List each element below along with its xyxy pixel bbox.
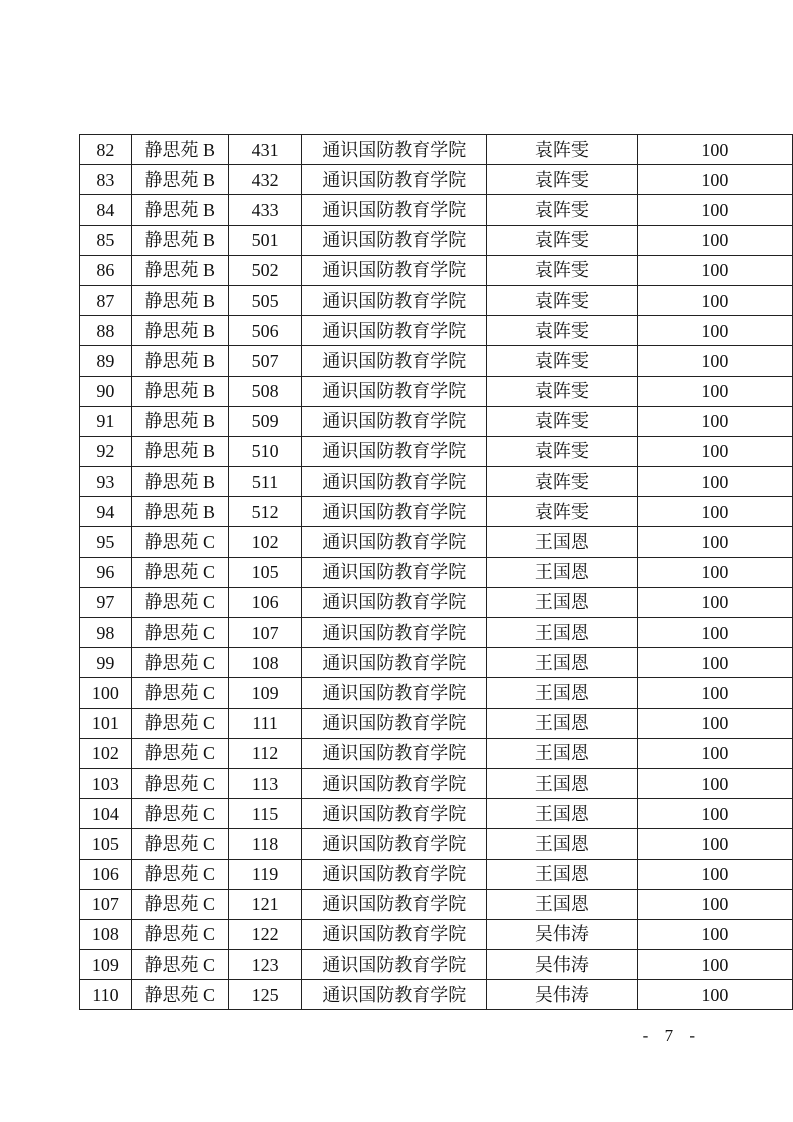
cell-score: 100	[637, 618, 792, 648]
cell-building: 静思苑 C	[131, 829, 228, 859]
cell-inspector: 王国恩	[487, 527, 637, 557]
cell-score: 100	[637, 346, 792, 376]
cell-score: 100	[637, 980, 792, 1010]
cell-room: 433	[228, 195, 302, 225]
cell-score: 100	[637, 708, 792, 738]
cell-index: 101	[80, 708, 132, 738]
cell-score: 100	[637, 678, 792, 708]
cell-room: 102	[228, 527, 302, 557]
cell-score: 100	[637, 799, 792, 829]
cell-index: 93	[80, 467, 132, 497]
cell-college: 通识国防教育学院	[302, 376, 487, 406]
cell-room: 109	[228, 678, 302, 708]
cell-college: 通识国防教育学院	[302, 678, 487, 708]
cell-building: 静思苑 C	[131, 527, 228, 557]
cell-inspector: 王国恩	[487, 768, 637, 798]
cell-inspector: 王国恩	[487, 859, 637, 889]
cell-inspector: 王国恩	[487, 889, 637, 919]
cell-score: 100	[637, 316, 792, 346]
cell-room: 113	[228, 768, 302, 798]
table-row	[80, 587, 793, 617]
cell-room: 115	[228, 799, 302, 829]
table-row	[80, 648, 793, 678]
cell-building: 静思苑 B	[131, 316, 228, 346]
cell-college: 通识国防教育学院	[302, 346, 487, 376]
cell-college: 通识国防教育学院	[302, 225, 487, 255]
cell-room: 125	[228, 980, 302, 1010]
cell-college: 通识国防教育学院	[302, 587, 487, 617]
cell-score: 100	[637, 889, 792, 919]
table-row	[80, 467, 793, 497]
cell-college: 通识国防教育学院	[302, 919, 487, 949]
cell-inspector: 王国恩	[487, 618, 637, 648]
cell-score: 100	[637, 738, 792, 768]
cell-building: 静思苑 B	[131, 346, 228, 376]
cell-building: 静思苑 C	[131, 708, 228, 738]
page-number: - 7 -	[642, 1026, 701, 1045]
cell-room: 107	[228, 618, 302, 648]
cell-index: 89	[80, 346, 132, 376]
cell-college: 通识国防教育学院	[302, 497, 487, 527]
cell-inspector: 袁阵雯	[487, 406, 637, 436]
cell-score: 100	[637, 557, 792, 587]
cell-index: 102	[80, 738, 132, 768]
cell-building: 静思苑 B	[131, 285, 228, 315]
cell-index: 82	[80, 135, 132, 165]
cell-index: 92	[80, 436, 132, 466]
cell-building: 静思苑 B	[131, 255, 228, 285]
cell-building: 静思苑 C	[131, 889, 228, 919]
cell-building: 静思苑 C	[131, 919, 228, 949]
cell-building: 静思苑 B	[131, 436, 228, 466]
cell-building: 静思苑 C	[131, 587, 228, 617]
cell-index: 86	[80, 255, 132, 285]
cell-score: 100	[637, 195, 792, 225]
cell-building: 静思苑 B	[131, 497, 228, 527]
cell-inspector: 吴伟涛	[487, 950, 637, 980]
cell-building: 静思苑 B	[131, 195, 228, 225]
cell-inspector: 袁阵雯	[487, 376, 637, 406]
table-row	[80, 859, 793, 889]
table-row	[80, 799, 793, 829]
cell-college: 通识国防教育学院	[302, 165, 487, 195]
cell-inspector: 袁阵雯	[487, 285, 637, 315]
cell-building: 静思苑 C	[131, 799, 228, 829]
cell-inspector: 王国恩	[487, 738, 637, 768]
cell-building: 静思苑 B	[131, 376, 228, 406]
cell-college: 通识国防教育学院	[302, 618, 487, 648]
cell-score: 100	[637, 768, 792, 798]
cell-inspector: 王国恩	[487, 587, 637, 617]
cell-score: 100	[637, 376, 792, 406]
cell-building: 静思苑 C	[131, 557, 228, 587]
cell-room: 106	[228, 587, 302, 617]
cell-room: 511	[228, 467, 302, 497]
cell-room: 501	[228, 225, 302, 255]
cell-score: 100	[637, 919, 792, 949]
table-row	[80, 195, 793, 225]
cell-room: 512	[228, 497, 302, 527]
table-row	[80, 135, 793, 165]
cell-building: 静思苑 C	[131, 618, 228, 648]
cell-college: 通识国防教育学院	[302, 829, 487, 859]
cell-index: 103	[80, 768, 132, 798]
table-row	[80, 678, 793, 708]
cell-college: 通识国防教育学院	[302, 195, 487, 225]
cell-inspector: 袁阵雯	[487, 467, 637, 497]
cell-index: 85	[80, 225, 132, 255]
table-row	[80, 829, 793, 859]
cell-score: 100	[637, 527, 792, 557]
cell-index: 95	[80, 527, 132, 557]
cell-index: 97	[80, 587, 132, 617]
table-row	[80, 889, 793, 919]
table-row	[80, 406, 793, 436]
cell-building: 静思苑 C	[131, 950, 228, 980]
inspection-table	[79, 134, 793, 1010]
cell-index: 84	[80, 195, 132, 225]
cell-score: 100	[637, 436, 792, 466]
table-row	[80, 316, 793, 346]
table-row	[80, 980, 793, 1010]
cell-inspector: 袁阵雯	[487, 225, 637, 255]
cell-index: 96	[80, 557, 132, 587]
table-row	[80, 950, 793, 980]
cell-inspector: 王国恩	[487, 678, 637, 708]
cell-index: 110	[80, 980, 132, 1010]
cell-index: 109	[80, 950, 132, 980]
cell-college: 通识国防教育学院	[302, 980, 487, 1010]
cell-college: 通识国防教育学院	[302, 950, 487, 980]
table-row	[80, 527, 793, 557]
cell-building: 静思苑 C	[131, 648, 228, 678]
cell-score: 100	[637, 859, 792, 889]
cell-building: 静思苑 C	[131, 678, 228, 708]
cell-inspector: 王国恩	[487, 829, 637, 859]
cell-college: 通识国防教育学院	[302, 738, 487, 768]
cell-room: 121	[228, 889, 302, 919]
cell-index: 108	[80, 919, 132, 949]
cell-room: 123	[228, 950, 302, 980]
cell-room: 111	[228, 708, 302, 738]
cell-inspector: 王国恩	[487, 557, 637, 587]
cell-score: 100	[637, 255, 792, 285]
table-row	[80, 376, 793, 406]
cell-room: 108	[228, 648, 302, 678]
cell-index: 107	[80, 889, 132, 919]
cell-room: 105	[228, 557, 302, 587]
cell-index: 106	[80, 859, 132, 889]
cell-room: 112	[228, 738, 302, 768]
cell-building: 静思苑 B	[131, 165, 228, 195]
cell-room: 507	[228, 346, 302, 376]
table-row	[80, 497, 793, 527]
cell-room: 508	[228, 376, 302, 406]
table-row	[80, 225, 793, 255]
cell-college: 通识国防教育学院	[302, 768, 487, 798]
cell-score: 100	[637, 587, 792, 617]
cell-score: 100	[637, 135, 792, 165]
cell-inspector: 王国恩	[487, 648, 637, 678]
cell-inspector: 袁阵雯	[487, 436, 637, 466]
cell-index: 91	[80, 406, 132, 436]
cell-index: 98	[80, 618, 132, 648]
cell-building: 静思苑 B	[131, 225, 228, 255]
cell-inspector: 吴伟涛	[487, 919, 637, 949]
table-row	[80, 165, 793, 195]
cell-college: 通识国防教育学院	[302, 135, 487, 165]
cell-room: 502	[228, 255, 302, 285]
cell-inspector: 袁阵雯	[487, 135, 637, 165]
cell-inspector: 王国恩	[487, 708, 637, 738]
table-row	[80, 708, 793, 738]
cell-room: 118	[228, 829, 302, 859]
table-row	[80, 768, 793, 798]
cell-college: 通识国防教育学院	[302, 648, 487, 678]
cell-index: 100	[80, 678, 132, 708]
cell-room: 122	[228, 919, 302, 949]
cell-index: 104	[80, 799, 132, 829]
cell-score: 100	[637, 165, 792, 195]
cell-building: 静思苑 B	[131, 467, 228, 497]
cell-index: 88	[80, 316, 132, 346]
cell-index: 105	[80, 829, 132, 859]
cell-inspector: 吴伟涛	[487, 980, 637, 1010]
cell-score: 100	[637, 225, 792, 255]
cell-inspector: 袁阵雯	[487, 255, 637, 285]
cell-room: 431	[228, 135, 302, 165]
cell-index: 99	[80, 648, 132, 678]
cell-building: 静思苑 C	[131, 859, 228, 889]
table-row	[80, 255, 793, 285]
table-row	[80, 557, 793, 587]
cell-inspector: 袁阵雯	[487, 497, 637, 527]
cell-college: 通识国防教育学院	[302, 557, 487, 587]
cell-college: 通识国防教育学院	[302, 859, 487, 889]
cell-score: 100	[637, 829, 792, 859]
cell-score: 100	[637, 406, 792, 436]
table-body	[80, 135, 793, 1010]
table-row	[80, 285, 793, 315]
cell-inspector: 袁阵雯	[487, 346, 637, 376]
cell-room: 509	[228, 406, 302, 436]
cell-index: 94	[80, 497, 132, 527]
cell-score: 100	[637, 285, 792, 315]
cell-college: 通识国防教育学院	[302, 708, 487, 738]
cell-building: 静思苑 B	[131, 135, 228, 165]
cell-college: 通识国防教育学院	[302, 436, 487, 466]
cell-college: 通识国防教育学院	[302, 255, 487, 285]
table-row	[80, 919, 793, 949]
cell-score: 100	[637, 950, 792, 980]
cell-college: 通识国防教育学院	[302, 889, 487, 919]
cell-inspector: 袁阵雯	[487, 316, 637, 346]
cell-index: 90	[80, 376, 132, 406]
table-row	[80, 436, 793, 466]
cell-inspector: 袁阵雯	[487, 165, 637, 195]
table-row	[80, 346, 793, 376]
cell-building: 静思苑 C	[131, 768, 228, 798]
cell-college: 通识国防教育学院	[302, 316, 487, 346]
cell-college: 通识国防教育学院	[302, 285, 487, 315]
table-row	[80, 618, 793, 648]
cell-college: 通识国防教育学院	[302, 799, 487, 829]
cell-score: 100	[637, 497, 792, 527]
cell-index: 87	[80, 285, 132, 315]
cell-college: 通识国防教育学院	[302, 527, 487, 557]
cell-room: 432	[228, 165, 302, 195]
cell-college: 通识国防教育学院	[302, 406, 487, 436]
cell-building: 静思苑 C	[131, 980, 228, 1010]
table-row	[80, 738, 793, 768]
cell-college: 通识国防教育学院	[302, 467, 487, 497]
cell-score: 100	[637, 648, 792, 678]
cell-room: 506	[228, 316, 302, 346]
cell-inspector: 王国恩	[487, 799, 637, 829]
cell-room: 510	[228, 436, 302, 466]
cell-score: 100	[637, 467, 792, 497]
cell-inspector: 袁阵雯	[487, 195, 637, 225]
cell-room: 119	[228, 859, 302, 889]
cell-building: 静思苑 C	[131, 738, 228, 768]
cell-room: 505	[228, 285, 302, 315]
cell-index: 83	[80, 165, 132, 195]
cell-building: 静思苑 B	[131, 406, 228, 436]
